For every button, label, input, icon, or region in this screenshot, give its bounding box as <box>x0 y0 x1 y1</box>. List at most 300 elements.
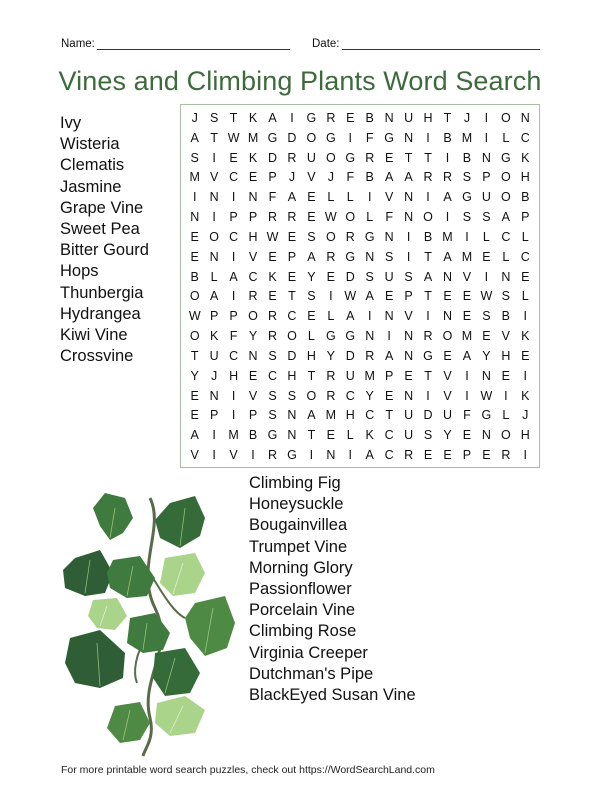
grid-cell[interactable]: E <box>307 309 316 324</box>
grid-cell[interactable]: G <box>325 130 336 145</box>
grid-cell[interactable]: O <box>500 170 511 185</box>
date-line[interactable] <box>342 39 540 50</box>
grid-cell[interactable]: H <box>248 229 258 244</box>
grid-cell[interactable]: T <box>210 130 218 145</box>
grid-cell[interactable]: P <box>384 368 394 383</box>
grid-cell[interactable]: E <box>229 150 238 165</box>
grid-cell[interactable]: P <box>268 170 277 185</box>
grid-cell[interactable]: G <box>267 428 278 443</box>
grid-cell[interactable]: N <box>520 110 530 125</box>
grid-cell[interactable]: L <box>210 269 218 284</box>
grid-cell[interactable]: I <box>484 269 489 284</box>
grid-cell[interactable]: U <box>481 190 491 205</box>
grid-cell[interactable]: L <box>502 130 510 145</box>
grid-cell[interactable]: F <box>365 130 374 145</box>
grid-cell[interactable]: A <box>443 190 452 205</box>
grid-cell[interactable]: E <box>190 408 199 423</box>
grid-cell[interactable]: I <box>523 448 528 463</box>
grid-cell[interactable]: N <box>501 269 511 284</box>
grid-cell[interactable]: W <box>344 289 357 304</box>
grid-cell[interactable]: N <box>481 368 491 383</box>
grid-cell[interactable]: N <box>209 249 219 264</box>
grid-cell[interactable]: B <box>443 130 452 145</box>
grid-cell[interactable]: A <box>190 130 199 145</box>
grid-cell[interactable]: R <box>267 210 277 225</box>
grid-cell[interactable]: L <box>366 210 374 225</box>
grid-cell[interactable]: R <box>326 249 336 264</box>
grid-cell[interactable]: R <box>365 348 375 363</box>
grid-cell[interactable]: H <box>520 170 530 185</box>
grid-cell[interactable]: E <box>248 170 258 185</box>
grid-cell[interactable]: N <box>365 249 375 264</box>
grid-cell[interactable]: E <box>268 289 277 304</box>
grid-cell[interactable]: T <box>424 368 432 383</box>
grid-cell[interactable]: B <box>521 190 530 205</box>
grid-cell[interactable]: W <box>480 388 493 403</box>
grid-cell[interactable]: P <box>209 309 219 324</box>
grid-cell[interactable]: R <box>442 170 452 185</box>
grid-cell[interactable]: N <box>404 348 414 363</box>
grid-cell[interactable]: E <box>404 368 413 383</box>
grid-cell[interactable]: C <box>384 448 394 463</box>
grid-cell[interactable]: N <box>481 150 491 165</box>
grid-cell[interactable]: G <box>325 329 336 344</box>
grid-cell[interactable]: M <box>461 329 473 344</box>
grid-cell[interactable]: G <box>462 190 472 205</box>
grid-cell[interactable]: G <box>384 130 395 145</box>
grid-cell[interactable]: C <box>229 348 239 363</box>
grid-cell[interactable]: A <box>229 269 238 284</box>
grid-cell[interactable]: I <box>465 388 469 403</box>
grid-cell[interactable]: G <box>306 110 317 125</box>
grid-cell[interactable]: E <box>521 269 530 284</box>
grid-cell[interactable]: U <box>345 368 355 383</box>
grid-cell[interactable]: R <box>423 170 433 185</box>
grid-cell[interactable]: E <box>462 428 472 443</box>
grid-cell[interactable]: U <box>404 428 414 443</box>
grid-cell[interactable]: T <box>288 289 296 304</box>
grid-cell[interactable]: E <box>482 249 491 264</box>
grid-cell[interactable]: N <box>209 388 219 403</box>
grid-cell[interactable]: K <box>209 329 219 344</box>
grid-cell[interactable]: J <box>191 110 198 125</box>
grid-cell[interactable]: H <box>501 348 511 363</box>
grid-cell[interactable]: W <box>480 289 493 304</box>
grid-cell[interactable]: S <box>268 348 277 363</box>
grid-cell[interactable]: E <box>326 428 335 443</box>
grid-cell[interactable]: A <box>462 348 472 363</box>
grid-cell[interactable]: A <box>365 289 374 304</box>
grid-cell[interactable]: R <box>326 388 336 403</box>
grid-cell[interactable]: O <box>248 309 258 324</box>
grid-cell[interactable]: E <box>384 289 394 304</box>
grid-cell[interactable]: S <box>404 269 413 284</box>
grid-cell[interactable]: E <box>248 368 258 383</box>
grid-cell[interactable]: U <box>404 110 414 125</box>
grid-cell[interactable]: U <box>209 348 219 363</box>
grid-cell[interactable]: L <box>502 249 510 264</box>
grid-cell[interactable]: L <box>327 309 335 324</box>
grid-cell[interactable]: C <box>248 269 258 284</box>
grid-cell[interactable]: E <box>501 368 510 383</box>
grid-cell[interactable]: V <box>248 388 258 403</box>
grid-cell[interactable]: E <box>482 329 491 344</box>
grid-cell[interactable]: I <box>445 210 450 225</box>
grid-cell[interactable]: O <box>500 428 511 443</box>
grid-cell[interactable]: N <box>442 309 452 324</box>
grid-cell[interactable]: S <box>365 269 374 284</box>
grid-cell[interactable]: N <box>481 428 491 443</box>
grid-cell[interactable]: Y <box>365 388 374 403</box>
grid-cell[interactable]: F <box>346 170 355 185</box>
grid-cell[interactable]: I <box>329 289 333 304</box>
grid-cell[interactable]: K <box>248 110 258 125</box>
grid-cell[interactable]: T <box>424 289 432 304</box>
grid-cell[interactable]: I <box>465 368 469 383</box>
grid-cell[interactable]: R <box>267 448 277 463</box>
grid-cell[interactable]: S <box>462 210 472 225</box>
grid-cell[interactable]: N <box>287 428 297 443</box>
grid-cell[interactable]: E <box>346 110 355 125</box>
grid-cell[interactable]: V <box>501 329 510 344</box>
grid-cell[interactable]: U <box>384 269 394 284</box>
grid-cell[interactable]: I <box>231 388 236 403</box>
grid-cell[interactable]: A <box>384 348 394 363</box>
grid-cell[interactable]: E <box>307 210 316 225</box>
grid-cell[interactable]: A <box>190 428 199 443</box>
grid-cell[interactable]: T <box>443 110 452 125</box>
grid-cell[interactable]: J <box>522 408 529 423</box>
word-search-grid[interactable] <box>180 104 540 468</box>
grid-cell[interactable]: D <box>345 269 355 284</box>
grid-cell[interactable]: I <box>367 190 372 205</box>
grid-cell[interactable]: A <box>287 190 297 205</box>
grid-cell[interactable]: S <box>190 150 199 165</box>
grid-cell[interactable]: T <box>307 428 316 443</box>
grid-cell[interactable]: C <box>345 388 355 403</box>
grid-cell[interactable]: V <box>443 388 452 403</box>
grid-cell[interactable]: N <box>384 110 394 125</box>
grid-cell[interactable]: P <box>248 408 258 423</box>
grid-cell[interactable]: K <box>521 150 530 165</box>
grid-cell[interactable]: W <box>227 130 240 145</box>
grid-cell[interactable]: G <box>423 348 433 363</box>
grid-cell[interactable]: C <box>365 408 375 423</box>
grid-cell[interactable]: E <box>521 348 530 363</box>
grid-cell[interactable]: I <box>212 448 216 463</box>
grid-cell[interactable]: N <box>209 190 219 205</box>
grid-cell[interactable]: I <box>212 210 216 225</box>
grid-cell[interactable]: P <box>404 289 413 304</box>
grid-cell[interactable]: M <box>228 428 239 443</box>
grid-cell[interactable]: S <box>268 388 277 403</box>
grid-cell[interactable]: I <box>251 448 255 463</box>
grid-cell[interactable]: D <box>345 348 355 363</box>
grid-cell[interactable]: Y <box>482 348 491 363</box>
grid-cell[interactable]: E <box>423 448 433 463</box>
grid-cell[interactable]: E <box>384 388 394 403</box>
grid-cell[interactable]: F <box>463 408 471 423</box>
grid-cell[interactable]: O <box>189 329 200 344</box>
grid-cell[interactable]: K <box>521 329 530 344</box>
grid-cell[interactable]: F <box>229 329 238 344</box>
grid-cell[interactable]: M <box>461 249 473 264</box>
grid-cell[interactable]: N <box>365 329 375 344</box>
grid-cell[interactable]: I <box>212 428 216 443</box>
grid-cell[interactable]: E <box>268 249 277 264</box>
grid-cell[interactable]: P <box>209 408 219 423</box>
grid-cell[interactable]: G <box>345 249 356 264</box>
grid-cell[interactable]: T <box>424 249 432 264</box>
grid-cell[interactable]: C <box>229 170 239 185</box>
grid-cell[interactable]: I <box>192 190 197 205</box>
grid-cell[interactable]: A <box>423 269 433 284</box>
grid-cell[interactable]: O <box>325 150 336 165</box>
grid-cell[interactable]: A <box>443 249 452 264</box>
grid-cell[interactable]: S <box>209 110 219 125</box>
grid-cell[interactable]: V <box>404 309 413 324</box>
grid-cell[interactable]: N <box>326 448 336 463</box>
grid-cell[interactable]: C <box>384 428 394 443</box>
grid-cell[interactable]: V <box>384 190 394 205</box>
grid-cell[interactable]: Y <box>248 329 258 344</box>
grid-cell[interactable]: Y <box>307 269 316 284</box>
grid-cell[interactable]: I <box>406 229 411 244</box>
grid-cell[interactable]: B <box>423 229 433 244</box>
grid-cell[interactable]: T <box>190 348 199 363</box>
grid-cell[interactable]: I <box>231 249 236 264</box>
grid-cell[interactable]: R <box>404 448 414 463</box>
grid-cell[interactable]: E <box>443 289 452 304</box>
grid-cell[interactable]: I <box>426 388 430 403</box>
grid-cell[interactable]: D <box>267 150 277 165</box>
grid-cell[interactable]: E <box>190 249 199 264</box>
grid-cell[interactable]: P <box>229 210 238 225</box>
grid-cell[interactable]: T <box>307 368 316 383</box>
grid-cell[interactable]: V <box>209 170 219 185</box>
grid-cell[interactable]: A <box>307 408 316 423</box>
grid-cell[interactable]: I <box>231 190 236 205</box>
grid-cell[interactable]: C <box>267 368 277 383</box>
grid-cell[interactable]: M <box>325 408 337 423</box>
grid-cell[interactable]: T <box>385 408 393 423</box>
grid-cell[interactable]: G <box>267 130 278 145</box>
grid-cell[interactable]: I <box>426 309 430 324</box>
grid-cell[interactable]: I <box>367 309 372 324</box>
grid-cell[interactable]: S <box>307 289 316 304</box>
grid-cell[interactable]: I <box>523 309 528 324</box>
grid-cell[interactable]: K <box>521 388 530 403</box>
grid-cell[interactable]: H <box>287 368 297 383</box>
grid-cell[interactable]: I <box>484 130 489 145</box>
grid-cell[interactable]: P <box>482 170 491 185</box>
grid-cell[interactable]: N <box>384 229 394 244</box>
grid-cell[interactable]: M <box>442 229 453 244</box>
grid-cell[interactable]: N <box>287 408 297 423</box>
grid-cell[interactable]: C <box>520 130 530 145</box>
grid-cell[interactable]: A <box>404 170 413 185</box>
grid-cell[interactable]: V <box>229 448 238 463</box>
grid-cell[interactable]: C <box>501 229 511 244</box>
grid-cell[interactable]: J <box>463 110 471 125</box>
grid-cell[interactable]: S <box>501 289 510 304</box>
grid-cell[interactable]: E <box>190 229 199 244</box>
grid-cell[interactable]: V <box>307 170 316 185</box>
grid-cell[interactable]: O <box>287 329 297 344</box>
grid-cell[interactable]: A <box>384 170 394 185</box>
grid-cell[interactable]: G <box>364 229 375 244</box>
grid-cell[interactable]: M <box>247 130 259 145</box>
grid-cell[interactable]: T <box>229 110 238 125</box>
grid-cell[interactable]: A <box>501 210 510 225</box>
grid-cell[interactable]: L <box>521 289 529 304</box>
grid-cell[interactable]: N <box>404 210 414 225</box>
grid-cell[interactable]: N <box>248 190 258 205</box>
grid-cell[interactable]: L <box>307 329 315 344</box>
grid-cell[interactable]: A <box>209 289 219 304</box>
grid-cell[interactable]: O <box>500 110 511 125</box>
grid-cell[interactable]: D <box>287 130 297 145</box>
grid-cell[interactable]: L <box>502 408 510 423</box>
grid-cell[interactable]: K <box>268 269 277 284</box>
grid-cell[interactable]: G <box>287 448 297 463</box>
grid-cell[interactable]: E <box>307 190 316 205</box>
grid-cell[interactable]: R <box>345 229 355 244</box>
grid-cell[interactable]: I <box>523 368 528 383</box>
grid-cell[interactable]: L <box>327 190 335 205</box>
grid-cell[interactable]: L <box>482 229 490 244</box>
grid-cell[interactable]: R <box>326 110 336 125</box>
grid-cell[interactable]: B <box>190 269 199 284</box>
grid-cell[interactable]: U <box>306 150 316 165</box>
grid-cell[interactable]: N <box>384 309 394 324</box>
grid-cell[interactable]: R <box>287 210 297 225</box>
grid-cell[interactable]: U <box>404 408 414 423</box>
grid-cell[interactable]: A <box>365 448 374 463</box>
grid-cell[interactable]: R <box>267 309 277 324</box>
grid-cell[interactable]: E <box>326 269 335 284</box>
grid-cell[interactable]: B <box>365 170 374 185</box>
grid-cell[interactable]: I <box>290 110 294 125</box>
grid-cell[interactable]: O <box>442 329 453 344</box>
grid-cell[interactable]: P <box>248 210 258 225</box>
grid-cell[interactable]: L <box>346 428 354 443</box>
grid-cell[interactable]: O <box>500 190 511 205</box>
grid-cell[interactable]: C <box>229 229 239 244</box>
grid-cell[interactable]: E <box>384 150 394 165</box>
grid-cell[interactable]: G <box>481 408 492 423</box>
grid-cell[interactable]: S <box>307 229 316 244</box>
grid-cell[interactable]: I <box>231 289 236 304</box>
grid-cell[interactable]: E <box>287 269 297 284</box>
grid-cell[interactable]: H <box>345 408 355 423</box>
grid-cell[interactable]: E <box>443 448 452 463</box>
grid-cell[interactable]: I <box>231 408 236 423</box>
grid-cell[interactable]: O <box>345 210 356 225</box>
grid-cell[interactable]: N <box>404 329 414 344</box>
grid-cell[interactable]: J <box>288 170 296 185</box>
grid-cell[interactable]: J <box>211 368 218 383</box>
grid-cell[interactable]: O <box>306 130 317 145</box>
grid-cell[interactable]: O <box>325 229 336 244</box>
grid-cell[interactable]: K <box>365 428 374 443</box>
grid-cell[interactable]: P <box>229 309 238 324</box>
grid-cell[interactable]: E <box>190 388 199 403</box>
grid-cell[interactable]: B <box>462 150 472 165</box>
grid-cell[interactable]: Y <box>190 368 199 383</box>
grid-cell[interactable]: Y <box>326 348 335 363</box>
grid-cell[interactable]: R <box>326 368 336 383</box>
grid-cell[interactable]: P <box>287 249 297 264</box>
grid-cell[interactable]: S <box>482 309 491 324</box>
grid-cell[interactable]: F <box>385 210 393 225</box>
grid-cell[interactable]: S <box>268 408 277 423</box>
grid-cell[interactable]: N <box>404 190 414 205</box>
grid-cell[interactable]: I <box>348 130 353 145</box>
grid-cell[interactable]: B <box>501 309 510 324</box>
grid-cell[interactable]: V <box>462 269 472 284</box>
grid-cell[interactable]: I <box>484 110 489 125</box>
grid-cell[interactable]: V <box>443 368 452 383</box>
grid-cell[interactable]: O <box>209 229 220 244</box>
date-field[interactable] <box>312 38 540 50</box>
grid-cell[interactable]: R <box>248 289 258 304</box>
grid-cell[interactable]: R <box>423 329 433 344</box>
grid-cell[interactable]: L <box>346 190 354 205</box>
grid-cell[interactable]: H <box>229 368 239 383</box>
grid-cell[interactable]: S <box>287 388 297 403</box>
grid-cell[interactable]: O <box>423 210 433 225</box>
grid-cell[interactable]: T <box>424 150 432 165</box>
grid-cell[interactable]: B <box>248 428 258 443</box>
grid-cell[interactable]: I <box>426 190 430 205</box>
grid-cell[interactable]: V <box>190 448 199 463</box>
grid-cell[interactable]: T <box>404 150 413 165</box>
grid-cell[interactable]: I <box>309 448 314 463</box>
grid-cell[interactable]: W <box>324 210 337 225</box>
grid-cell[interactable]: O <box>306 388 317 403</box>
grid-cell[interactable]: E <box>462 289 472 304</box>
grid-cell[interactable]: S <box>384 249 394 264</box>
grid-cell[interactable]: E <box>287 229 297 244</box>
grid-cell[interactable]: P <box>462 448 472 463</box>
grid-cell[interactable]: W <box>266 229 279 244</box>
grid-cell[interactable]: K <box>248 150 258 165</box>
grid-cell[interactable]: E <box>462 309 472 324</box>
grid-cell[interactable]: M <box>364 368 375 383</box>
grid-cell[interactable]: D <box>423 408 433 423</box>
grid-cell[interactable]: N <box>404 130 414 145</box>
grid-cell[interactable]: M <box>461 130 473 145</box>
grid-cell[interactable]: H <box>423 110 433 125</box>
grid-cell[interactable]: I <box>504 388 508 403</box>
grid-cell[interactable]: F <box>268 190 277 205</box>
grid-cell[interactable]: W <box>188 309 201 324</box>
grid-cell[interactable]: R <box>267 329 277 344</box>
grid-cell[interactable]: N <box>190 210 200 225</box>
grid-cell[interactable]: S <box>423 428 433 443</box>
grid-cell[interactable]: I <box>212 150 216 165</box>
grid-cell[interactable]: C <box>287 309 297 324</box>
grid-cell[interactable]: G <box>345 150 356 165</box>
grid-cell[interactable]: V <box>248 249 258 264</box>
grid-cell[interactable]: P <box>521 210 530 225</box>
grid-cell[interactable]: Y <box>443 428 452 443</box>
grid-cell[interactable]: H <box>520 428 530 443</box>
name-line[interactable] <box>97 39 290 50</box>
grid-cell[interactable]: N <box>442 269 452 284</box>
grid-cell[interactable]: L <box>521 229 529 244</box>
